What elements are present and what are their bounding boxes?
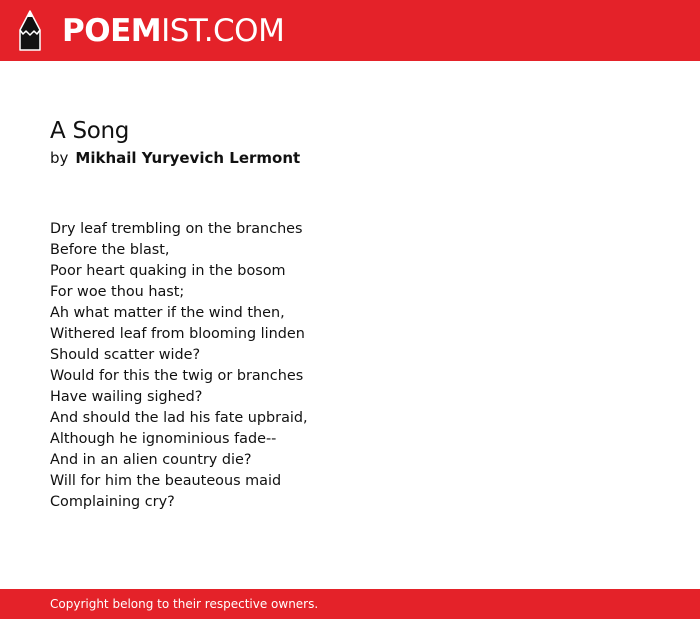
poem-line: For woe thou hast; [50, 284, 185, 300]
logo-light-part: IST.COM [161, 13, 285, 49]
byline-label: by [50, 149, 69, 167]
poem-line: Should scatter wide? [50, 347, 201, 363]
site-footer [0, 589, 700, 619]
site-header [0, 0, 700, 61]
poem-line: Ah what matter if the wind then, [50, 305, 285, 321]
poem-line: And in an alien country die? [50, 452, 252, 468]
poem-line: Although he ignominious fade-- [50, 431, 277, 447]
poem-line: Poor heart quaking in the bosom [50, 263, 286, 279]
pencil-tip-icon[interactable] [18, 10, 42, 52]
poem-title: A Song [50, 118, 130, 144]
copyright-notice: Copyright belong to their respective owners. [50, 597, 319, 611]
poem-line: Complaining cry? [50, 494, 175, 510]
poem-body [50, 219, 308, 513]
poem-line: Would for this the twig or branches [50, 368, 304, 384]
logo-bold-part: POEM [62, 13, 162, 49]
poem-content [50, 116, 650, 510]
poem-line: Will for him the beauteous maid [50, 473, 282, 489]
poem-byline [50, 148, 650, 168]
poem-line: Dry leaf trembling on the branches [50, 221, 303, 237]
poem-line: Have wailing sighed? [50, 389, 203, 405]
poem-line: Before the blast, [50, 242, 170, 258]
poem-line: And should the lad his fate upbraid, [50, 410, 308, 426]
poem-line: Withered leaf from blooming linden [50, 326, 305, 342]
site-logo[interactable] [62, 13, 284, 49]
poem-author: Mikhail Yuryevich Lermont [75, 149, 301, 167]
